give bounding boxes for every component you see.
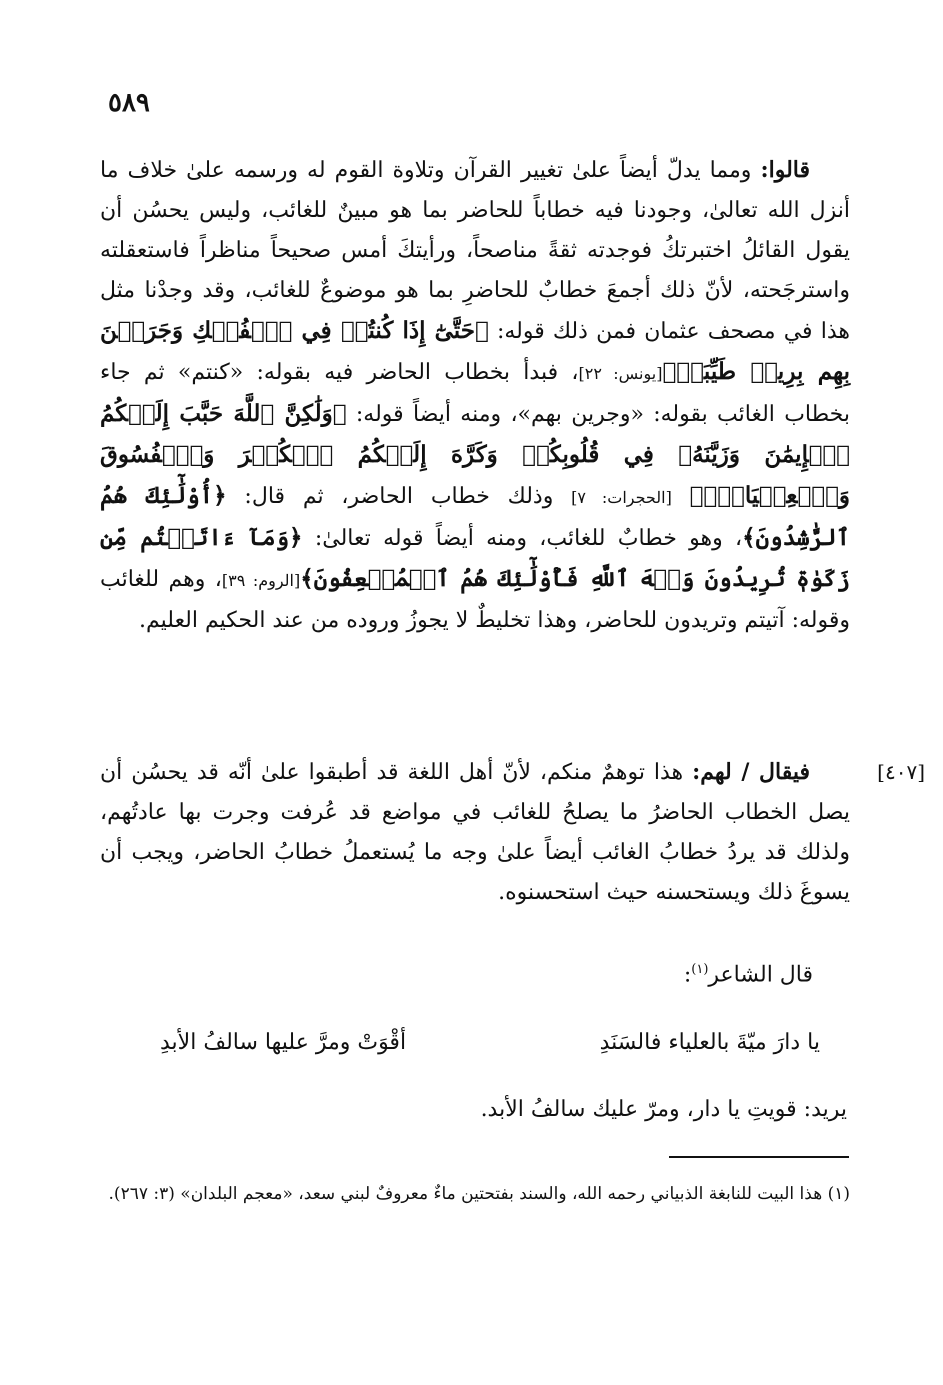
paragraph-response bbox=[100, 752, 850, 913]
quran-verse: ﴿حَتَّىٰٓ إِذَا كُنتُمۡ فِي ٱلۡفُلۡكِ وَجَرَيۡنَ بِهِم بِرِيحٖ طَيِّبَةٖ﴾ bbox=[100, 317, 851, 385]
poet-introduction bbox=[684, 962, 813, 987]
paragraph-text: هذا توهمٌ منكم، لأنّ أهل اللغة قد أطبقوا علىٰ أنّه قد يحسُن أن يصل الخطاب الحاضرُ ما يصلحُ للغائب في مواضع قد عُرفت وجرت بها عادتُهم، ولذلك قد يردُ خطابُ الغائب أيضاً علىٰ وجه ما يُستعملُ خطابُ الحاضر، ويجب أن يسوغَ ذلك ويستحسنه حيث استحسنوه. bbox=[100, 760, 850, 905]
footnote-marker: (١) bbox=[691, 962, 709, 977]
poet-intro-text: قال الشاعر bbox=[708, 962, 813, 988]
paragraph-claims bbox=[100, 150, 850, 641]
paragraph-text: ، وهم للغائب وقوله: آتيتم وتريدون للحاضر، وهذا تخليطٌ لا يجوزُ وروده من عند الحكيم العليم. bbox=[100, 567, 850, 633]
page-number: ٥٨٩ bbox=[108, 88, 150, 118]
manuscript-page-reference: [٤٠٧] bbox=[877, 760, 925, 784]
footnote-number: (١) bbox=[827, 1184, 850, 1204]
poetry-verse bbox=[160, 1030, 820, 1055]
quran-verse: ﴿وَمَآ ءَاتَيۡتُم مِّن زَكَوٰةٖ تُرِيدُونَ وَجۡهَ ٱللَّهِ فَأُوْلَٰٓئِكَ هُمُ ٱلۡمُضۡعِفُونَ﴾ bbox=[100, 524, 851, 592]
footnote bbox=[100, 1178, 850, 1210]
footnote-divider bbox=[669, 1156, 849, 1158]
paragraph-label: قالوا: bbox=[760, 157, 810, 183]
quran-reference: [يونس: ٢٢] bbox=[578, 364, 663, 383]
paragraph-text: وذلك خطاب الحاضر، ثم قال: bbox=[226, 484, 572, 509]
verse-hemistich-second: أقْوَتْ ومرَّ عليها سالفُ الأبدِ bbox=[160, 1030, 407, 1055]
quran-reference: [الحجرات: ٧] bbox=[571, 488, 672, 507]
paragraph-text: ، فبدأ بخطاب الحاضر فيه بقوله: «كنتم» ثم جاء بخطاب الغائب بقوله: «وجرين بهم»، ومنه أيضاً قوله: bbox=[100, 360, 850, 427]
paragraph-label: فيقال / لهم: bbox=[692, 759, 810, 785]
poet-intro-colon: : bbox=[683, 962, 692, 988]
quran-reference: [الروم: ٣٩] bbox=[221, 571, 301, 590]
paragraph-text: ، وهو خطابٌ للغائب، ومنه أيضاً قوله تعالىٰ: bbox=[302, 526, 743, 551]
verse-hemistich-first: يا دارَ ميّةَ بالعلياء فالسَنَدِ bbox=[599, 1030, 820, 1055]
footnote-text: هذا البيت للنابغة الذبياني رحمه الله، والسند بفتحتين ماءٌ معروفٌ لبني سعد، «معجم البلدان» (٣: ٢٦٧). bbox=[108, 1184, 828, 1204]
paragraph-text: ومما يدلّ أيضاً علىٰ تغيير القرآن وتلاوة القوم له ورسمه علىٰ خلاف ما أنزل الله تعالىٰ، وجودنا فيه خطاباً للحاضر بما هو مبينٌ للغائب، وليس يحسُن أن يقول القائلُ اختبرتكُ فوجدته ثقةً مناصحاً، ورأيتكَ أمس صحيحاً مناظراً فاستعقلته واسترجَحته، لأنّ ذلك أجمعَ خطابٌ للحاضرِ بما هو موضوعٌ للغائب، وقد وجدْنا مثل هذا في مصحف عثمان فمن ذلك قوله: bbox=[100, 158, 850, 344]
quran-verse: ﴿أُوْلَٰٓئِكَ هُمُ ٱلرَّٰشِدُونَ﴾ bbox=[100, 482, 850, 551]
quran-verse: ﴿وَلَٰكِنَّ ٱللَّهَ حَبَّبَ إِلَيۡكُمُ ٱلۡإِيمَٰنَ وَزَيَّنَهُۥ فِي قُلُوبِكُمۡ وَكَرَّهَ إِلَيۡكُمُ ٱلۡكُفۡرَ وَٱلۡفُسُوقَ وَٱلۡعِصۡيَانَۚ﴾ bbox=[100, 400, 850, 509]
verse-explanation: يريد: قويتِ يا دار، ومرّ عليك سالفُ الأبد. bbox=[480, 1097, 847, 1122]
